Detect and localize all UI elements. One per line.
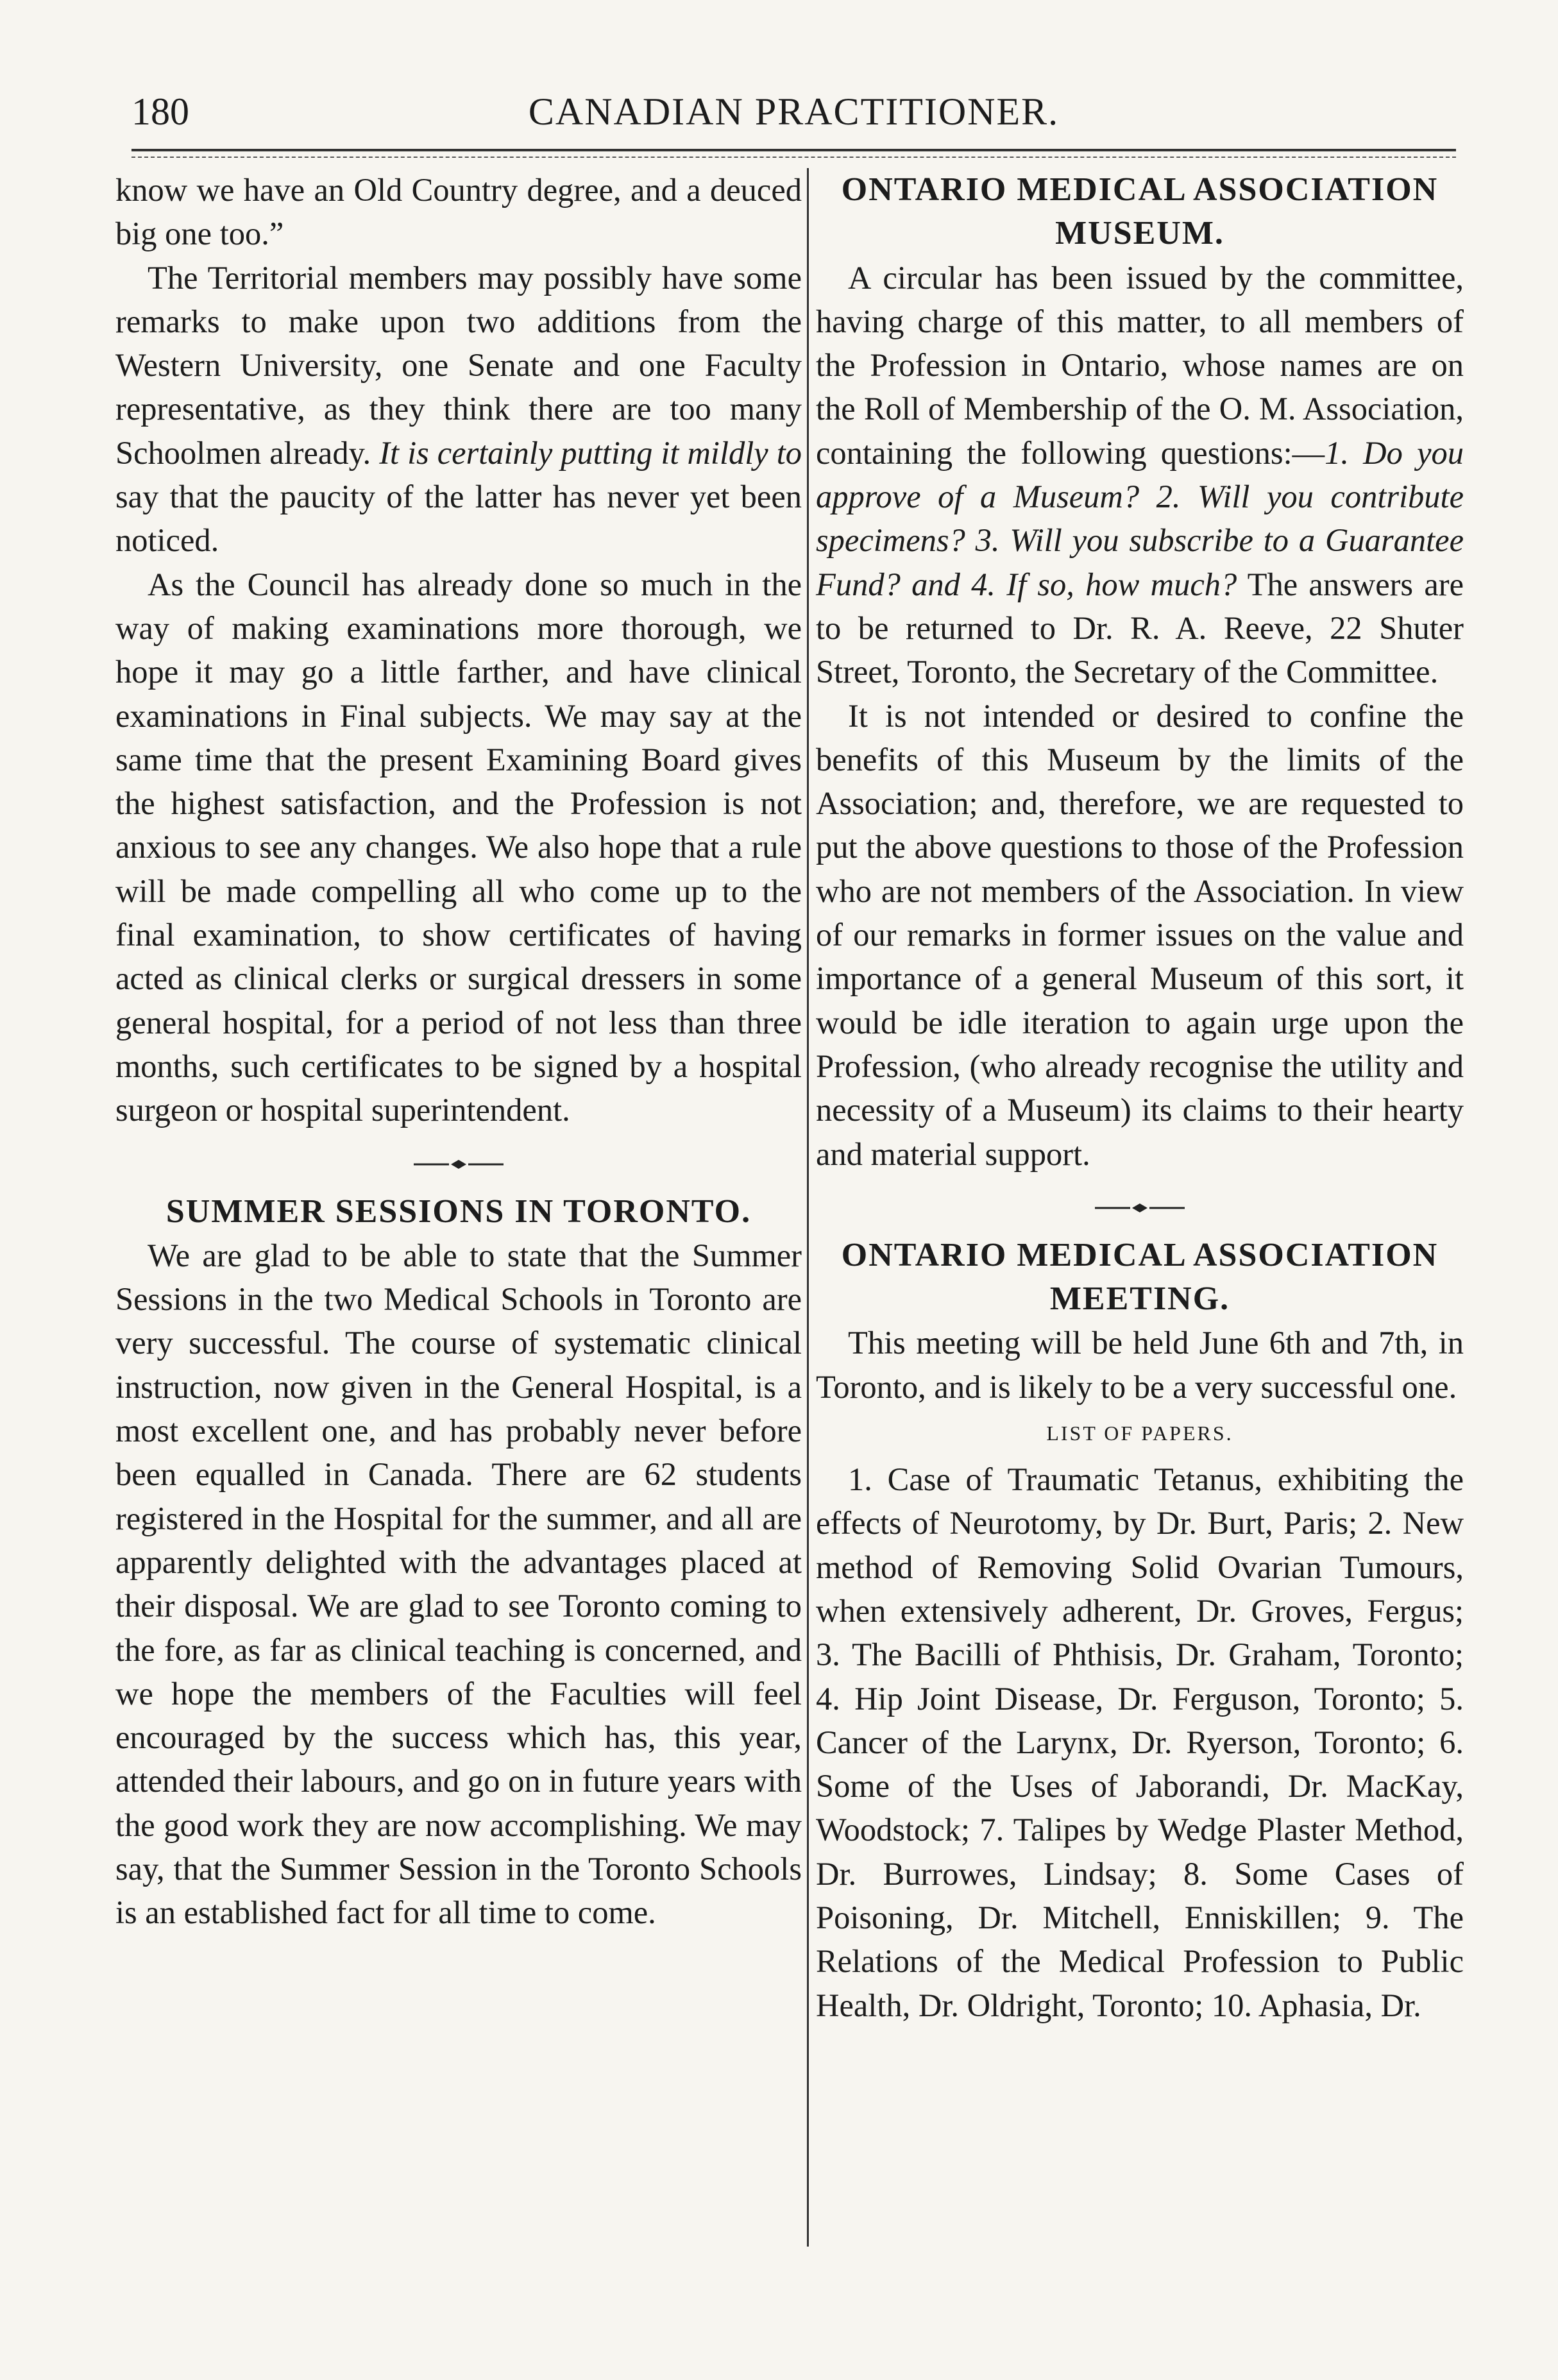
header-rule-dashed [131,157,1456,158]
right-paragraph-1-text-a: A circular has been issued by the committee, having charge of this matter, to all members of the Profession in Ontario, whose names are on the Roll of Membership of the O. M. Association, containing the following questions:— [816,259,1464,471]
list-of-papers-subhead: LIST OF PAPERS. [1046,1422,1233,1445]
right-paragraph-1-questions: 1. Do you approve of a Museum? 2. Will you contribute specimens? 3. Will you subscribe to a Guarantee Fund? and 4. If so, how much? [816,434,1464,602]
header-rule [131,149,1456,151]
right-paragraph-4: 1. Case of Traumatic Tetanus, exhibiting the effects of Neurotomy, by Dr. Burt, Paris; 2. New method of Removing Solid Ovarian Tumours, when extensively adherent, Dr. Groves, Fergus; 3. The Bacilli of Phthisis, Dr. Graham, Toronto; 4. Hip Joint Disease, Dr. Ferguson, Toronto; 5. Cancer of the Larynx, Dr. Ryerson, Toronto; 6. Some of the Uses of Jaborandi, Dr. MacKay, Woodstock; 7. Talipes by Wedge Plaster Method, Dr. Burrowes, Lindsay; 8. Some Cases of Poisoning, Dr. Mitchell, Enniskillen; 9. The Relations of the Medical Profession to Public Health, Dr. Oldright, Toronto; 10. Aphasia, Dr. [816,1461,1464,2023]
left-paragraph-2-italic: It is certainly putting it mildly to [379,434,802,471]
page-header [131,90,1456,148]
right-paragraph-3: This meeting will be held June 6th and 7th, in Toronto, and is likely to be a very successful one. [816,1325,1464,1405]
left-paragraph-2-text-a: The Territorial members may possibly have some remarks to make upon two additions from the Western University, one Senate and one Faculty representative, as they think there are too many Schoolmen already. [115,259,802,471]
right-paragraph-1-text-c: The answers are to be returned to Dr. R. A. Reeve, 22 Shuter Street, Toronto, the Secretary of the Committee. [816,566,1464,690]
right-column [816,168,1464,2027]
running-title: CANADIAN PRACTITIONER. [528,90,1060,133]
left-paragraph-4: We are glad to be able to state that the Summer Sessions in the two Medical Schools in Toronto are very successful. The course of systematic clinical instruction, now given in the General Hospital, is a most excellent one, and has probably never before been equalled in Canada. There are 62 students registered in the Hospital for the summer, and all are apparently delighted with the advantages placed at their disposal. We are glad to see Toronto coming to the fore, as far as clinical teaching is concerned, and we hope the members of the Faculties will feel encouraged by the success which has, this year, attended their labours, and go on in future years with the good work they are now accomplishing. We may say, that the Summer Session in the Toronto Schools is an established fact for all time to come. [115,1237,802,1931]
section-ornament-right [816,1176,1464,1234]
right-paragraph-2: It is not intended or desired to confine the benefits of this Museum by the limits of the Association; and, therefore, we are requested to put the above questions to those of the Profession who are not members of the Association. In view of our remarks in former issues on the value and importance of a general Museum of this sort, it would be idle iteration to again urge upon the Profession, (who already recognise the utility and necessity of a Museum) its claims to their hearty and material support. [816,697,1464,1172]
section-heading-museum: ONTARIO MEDICAL ASSOCIATION MUSEUM. [841,171,1439,252]
section-heading-meeting: ONTARIO MEDICAL ASSOCIATION MEETING. [841,1236,1439,1318]
column-divider [807,168,809,2247]
left-paragraph-3: As the Council has already done so much in the way of making examinations more thorough, we hope it may go a little farther, and have clinical examinations in Final subjects. We may say at the same time that the present Examining Board gives the highest satisfaction, and the Profession is not anxious to see any changes. We also hope that a rule will be made compelling all who come up to the final examination, to show certificates of having acted as clinical clerks or surgical dressers in some general hospital, for a period of not less than three months, such certificates to be signed by a hospital surgeon or hospital superintendent. [115,566,802,1128]
right-paragraph-1 [816,256,1464,694]
section-heading-summer-sessions: SUMMER SESSIONS IN TORONTO. [165,1193,752,1230]
ornament-rule-icon [1095,1202,1185,1214]
left-column [115,168,802,1935]
section-ornament-left [115,1132,802,1190]
left-paragraph-2-text-c: say that the paucity of the latter has never yet been noticed. [115,479,802,559]
ornament-rule-icon [414,1158,504,1171]
page-number: 180 [131,90,189,133]
left-paragraph-1: know we have an Old Country degree, and a deuced big one too.” [115,172,802,252]
left-paragraph-2 [115,256,802,563]
